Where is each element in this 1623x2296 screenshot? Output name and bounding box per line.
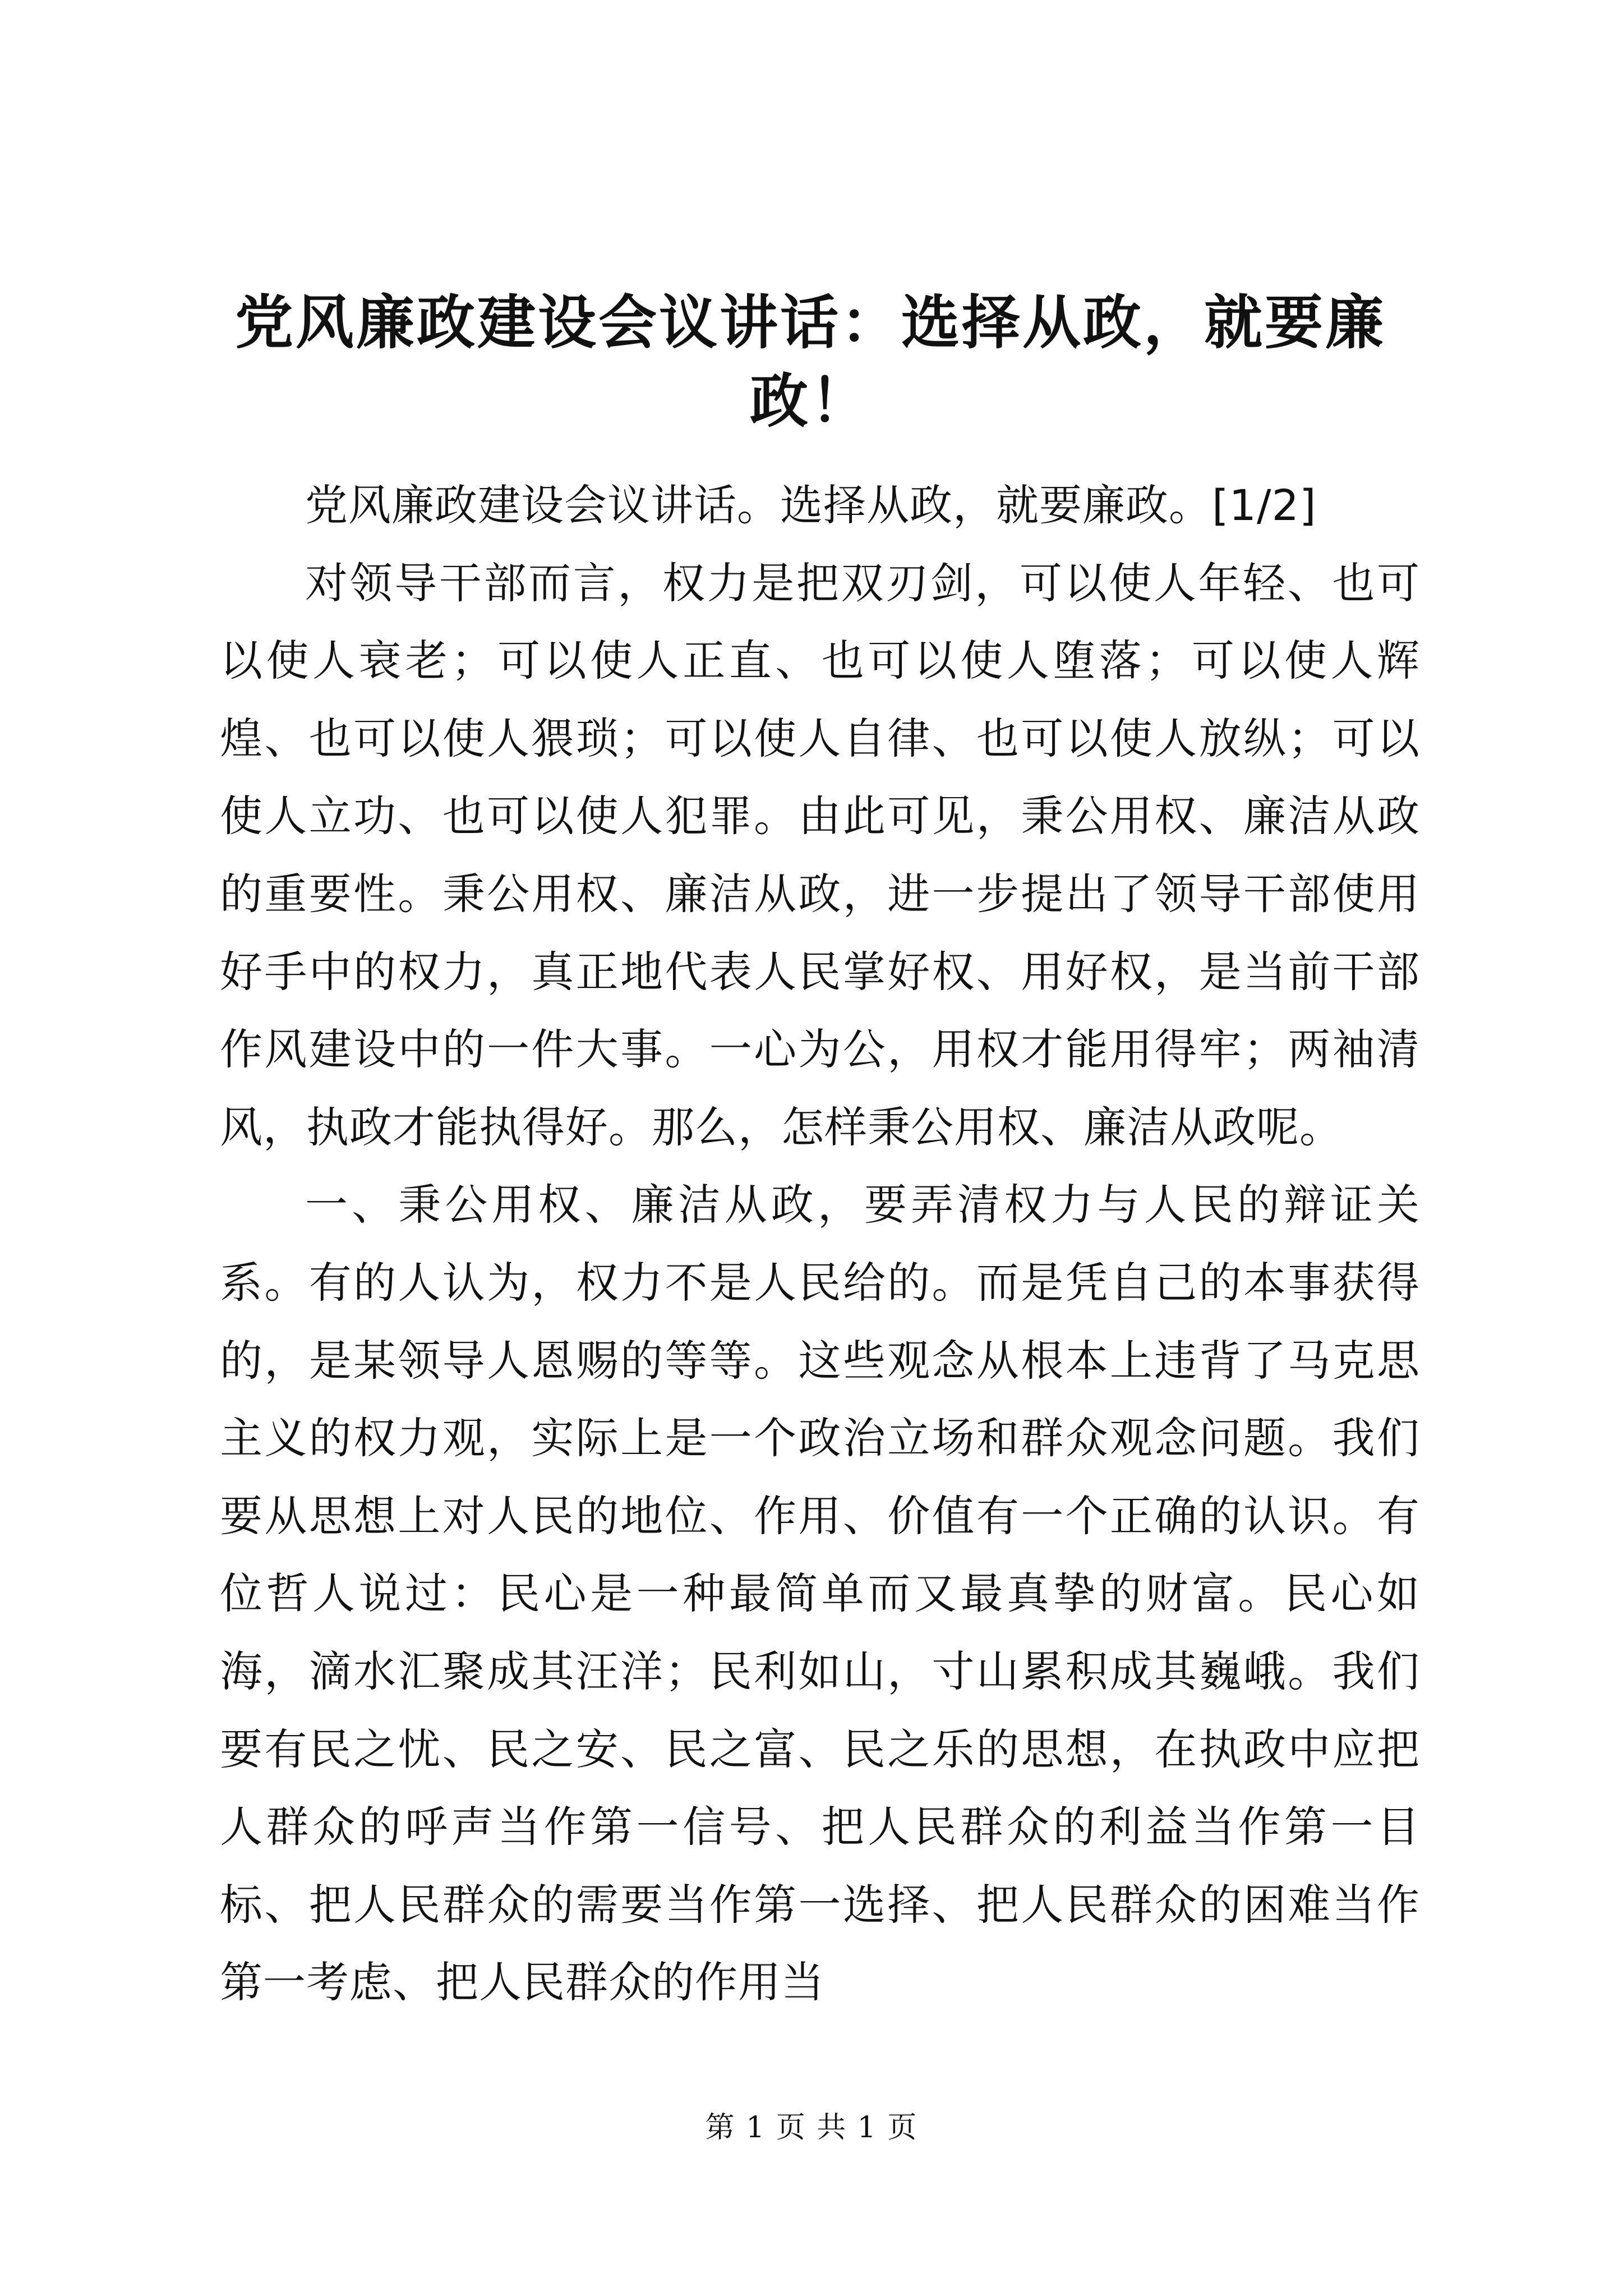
page-footer: 第 1 页 共 1 页 — [705, 2111, 918, 2145]
document-body — [220, 467, 1420, 2022]
paragraph-point-one: 一、秉公用权、廉洁从政，要弄清权力与人民的辩证关系。有的人认为，权力不是人民给的。而是凭自己的本事获得的，是某领导人恩赐的等等。这些观念从根本上违背了马克思主义的权力观，实际上是一个政治立场和群众观念问题。我们要从思想上对人民的地位、作用、价值有一个正确的认识。有位哲人说过：民心是一种最简单而又最真挚的财富。民心如海，滴水汇聚成其汪洋；民利如山，寸山累积成其巍峨。我们要有民之忧、民之安、民之富、民之乐的思想，在执政中应把人群众的呼声当作第一信号、把人民群众的利益当作第一目标、把人民群众的需要当作第一选择、把人民群众的困难当作第一考虑、把人民群众的作用当 — [220, 1180, 1420, 2008]
document-title: 党风廉政建设会议讲话：选择从政，就要廉政！ — [234, 288, 1386, 435]
paragraph-power-double-edged: 对领导干部而言，权力是把双刃剑，可以使人年轻、也可以使人衰老；可以使人正直、也可以使人堕落；可以使人辉煌、也可以使人猥琐；可以使人自律、也可以使人放纵；可以使人立功、也可以使人犯罪。由此可见，秉公用权、廉洁从政的重要性。秉公用权、廉洁从政，进一步提出了领导干部使用好手中的权力，真正地代表人民掌好权、用好权，是当前干部作风建设中的一件大事。一心为公，用权才能用得牢；两袖清风，执政才能执得好。那么，怎样秉公用权、廉洁从政呢。 — [220, 558, 1420, 1152]
paragraph-intro: 党风廉政建设会议讲话。选择从政，就要廉政。[1/2] — [305, 480, 1317, 530]
